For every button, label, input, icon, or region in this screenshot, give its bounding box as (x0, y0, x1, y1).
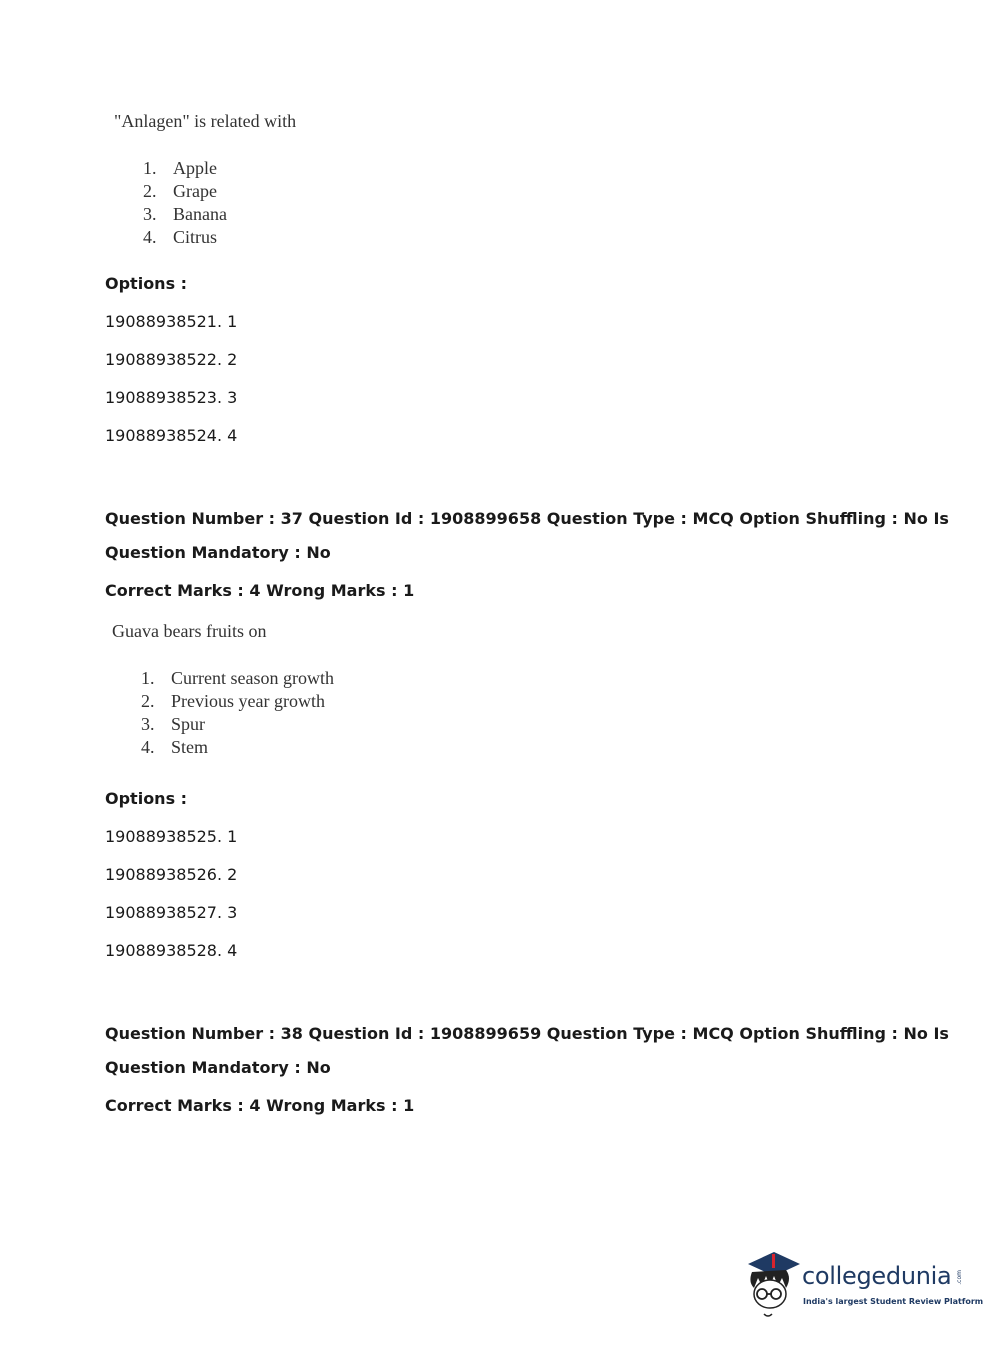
question-37-stem: Guava bears fruits on (112, 621, 267, 641)
logo-tagline: India's largest Student Review Platform (803, 1297, 984, 1306)
choice-item: 2. Previous year growth (141, 691, 325, 711)
question-36-choices (143, 157, 227, 249)
choice-item: 2. Grape (143, 181, 217, 201)
collegedunia-logo (742, 1248, 984, 1320)
question-37-marks: Correct Marks : 4 Wrong Marks : 1 (105, 581, 415, 600)
question-38-marks: Correct Marks : 4 Wrong Marks : 1 (105, 1096, 415, 1115)
option-item: 19088938527. 3 (105, 903, 238, 922)
logo-suffix: .com (956, 1270, 963, 1285)
option-item: 19088938528. 4 (105, 941, 238, 960)
choice-item: 4. Citrus (143, 227, 218, 247)
question-37-mandatory: Question Mandatory : No (105, 543, 331, 562)
options-label: Options : (105, 789, 188, 808)
question-38-header: Question Number : 38 Question Id : 1908899659 Question Type : MCQ Option Shuffling : No Is (105, 1024, 949, 1043)
options-label: Options : (105, 274, 188, 293)
option-item: 19088938523. 3 (105, 388, 238, 407)
choice-item: 3. Spur (141, 714, 206, 734)
question-37-header: Question Number : 37 Question Id : 1908899658 Question Type : MCQ Option Shuffling : No Is (105, 509, 949, 528)
choice-item: 1. Current season growth (141, 668, 334, 688)
question-38-mandatory: Question Mandatory : No (105, 1058, 331, 1077)
logo-wordmark: collegedunia (802, 1262, 952, 1290)
option-item: 19088938521. 1 (105, 312, 238, 331)
choice-item: 3. Banana (143, 204, 227, 224)
option-item: 19088938526. 2 (105, 865, 238, 884)
student-mascot-icon (742, 1248, 804, 1320)
option-item: 19088938525. 1 (105, 827, 238, 846)
question-36-stem: "Anlagen" is related with (114, 111, 297, 131)
option-item: 19088938522. 2 (105, 350, 238, 369)
option-item: 19088938524. 4 (105, 426, 238, 445)
choice-item: 4. Stem (141, 737, 209, 757)
choice-item: 1. Apple (143, 158, 217, 178)
question-37-choices (141, 667, 334, 759)
